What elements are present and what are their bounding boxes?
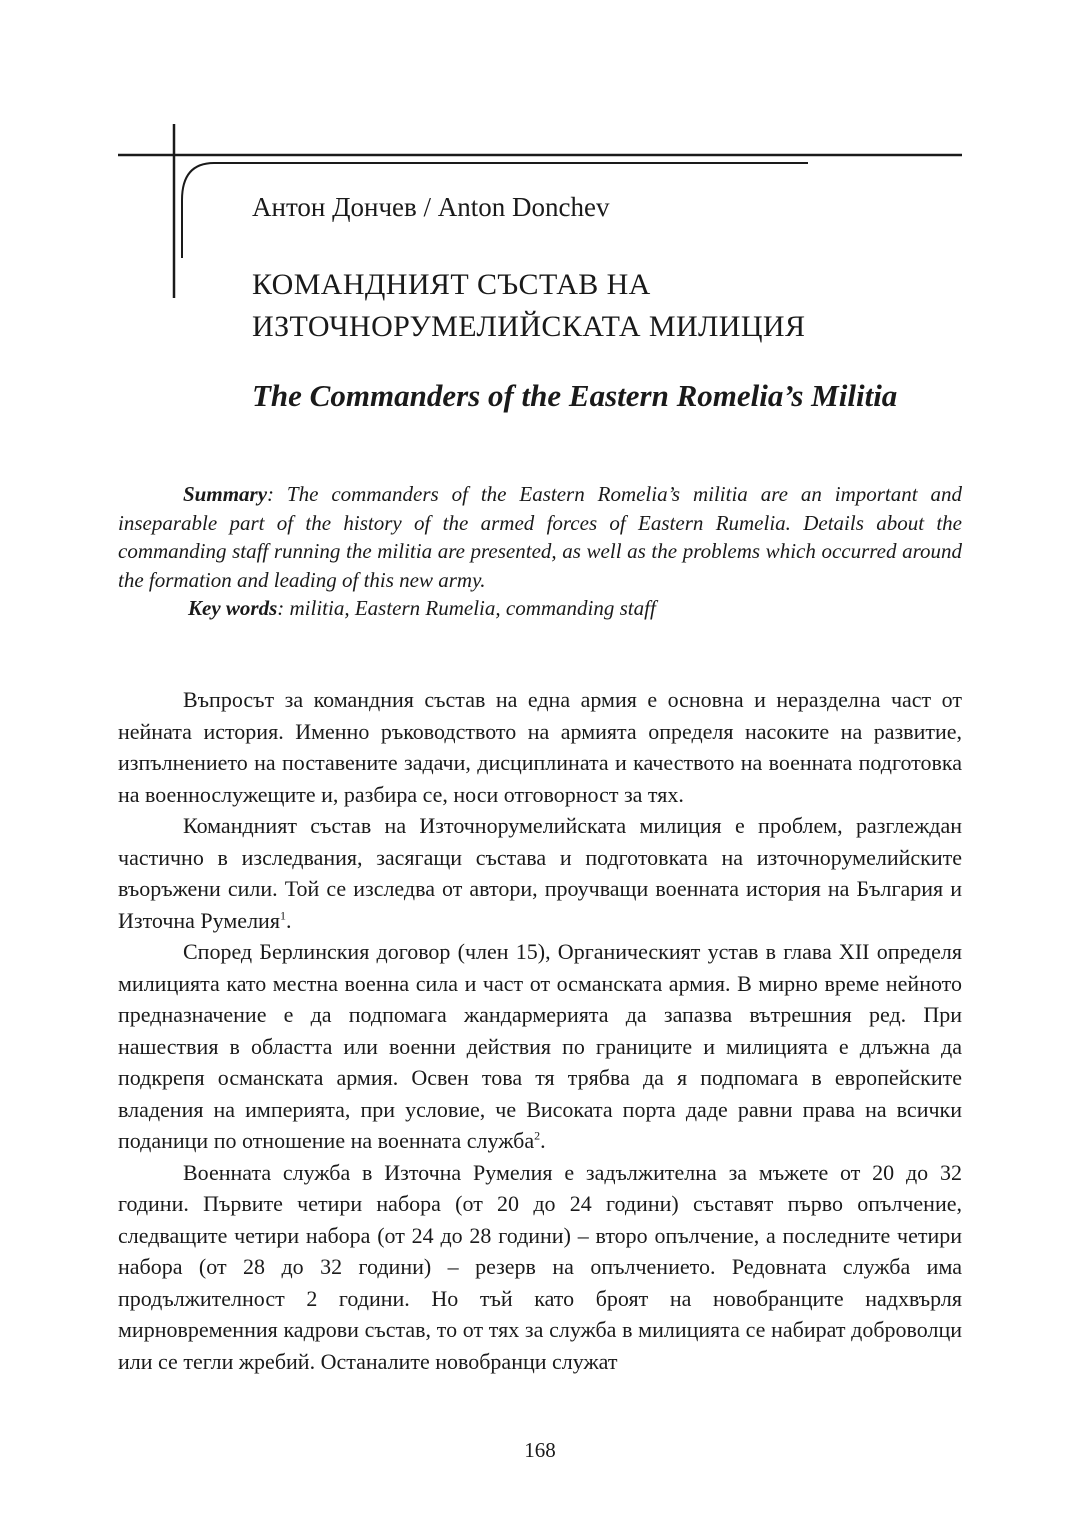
summary-label: Summary bbox=[183, 482, 268, 506]
keywords-label: Key words bbox=[188, 596, 278, 620]
body-paragraph-3-text: Според Берлинския договор (член 15), Органическият устав в глава XII определя милицията като местна военна сила и част от османската армия. В мирно време нейното предназначение е да подпомага жандармерията да запазва вътрешния ред. При нашествия в областта или военни действия по границите и милицията е длъжна да подкрепя османската армия. Освен това тя трябва да я подпомага в европейските владения на империята, при условие, че Високата порта даде равни права на всички поданици по отношение на военната служба bbox=[118, 939, 962, 1153]
page-number: 168 bbox=[524, 1438, 556, 1462]
body-paragraph-3 bbox=[118, 936, 962, 1157]
title-english: The Commanders of the Eastern Romelia’s Militia bbox=[252, 378, 898, 413]
body-paragraph-1: Въпросът за командния състав на една армия е основна и неразделна част от нейната история. Именно ръководството на армията определя насоките на развитие, изпълнението на поставените задачи, дисциплината и качеството на военната подготовка на военнослужещите и, разбира се, носи отговорност за тях. bbox=[118, 687, 962, 807]
body-paragraph-2-text: Командният състав на Източнорумелийската милиция е проблем, разглеждан частично в изследвания, засягащи състава и подготовката на източнорумелийските въоръжени сили. Той се изследва от автори, проучващи военната история на България и Източна Румелия bbox=[118, 813, 962, 933]
body-paragraph-4: Военната служба в Източна Румелия е задължителна за мъжете от 20 до 32 години. Първите четири набора (от 20 до 24 години) съставят първо опълчение, следващите четири набора (от 24 до 28 години) – второ опълчение, а последните четири набора (от 28 до 32 години) – резерв на опълчението. Редовната служба има продължителност 2 години. Но тъй като броят на новобранците надхвърля мирновременния кадрови състав, то от тях за служба в милицията се набират доброволци или се тегли жребий. Останалите новобранци служат bbox=[118, 1159, 962, 1374]
article-body bbox=[118, 684, 962, 1377]
footnote-ref-2[interactable]: 2 bbox=[534, 1128, 541, 1143]
footnote-ref-1[interactable]: 1 bbox=[279, 908, 286, 923]
summary-block bbox=[118, 480, 962, 623]
body-paragraph-2-end: . bbox=[285, 907, 292, 933]
body-paragraph-2 bbox=[118, 810, 962, 936]
keywords-paragraph bbox=[118, 594, 962, 623]
title-bulgarian-line-1: КОМАНДНИЯТ СЪСТАВ НА bbox=[252, 268, 651, 301]
summary-paragraph bbox=[118, 480, 962, 594]
summary-text: : The commanders of the Eastern Romelia’s militia are an important and inseparable part of the history of the armed forces of Eastern Rumelia. Details about the commanding staff running the militia are presented, as well as the problems which occurred around the formation and leading of this new army. bbox=[118, 482, 962, 592]
body-paragraph-3-end: . bbox=[540, 1128, 546, 1153]
title-bulgarian bbox=[252, 264, 805, 348]
author-name: Антон Дончев / Anton Donchev bbox=[252, 192, 610, 222]
keywords-text: : militia, Eastern Rumelia, commanding staff bbox=[277, 596, 656, 620]
title-bulgarian-line-2: ИЗТОЧНОРУМЕЛИЙСКАТА МИЛИЦИЯ bbox=[252, 310, 806, 343]
